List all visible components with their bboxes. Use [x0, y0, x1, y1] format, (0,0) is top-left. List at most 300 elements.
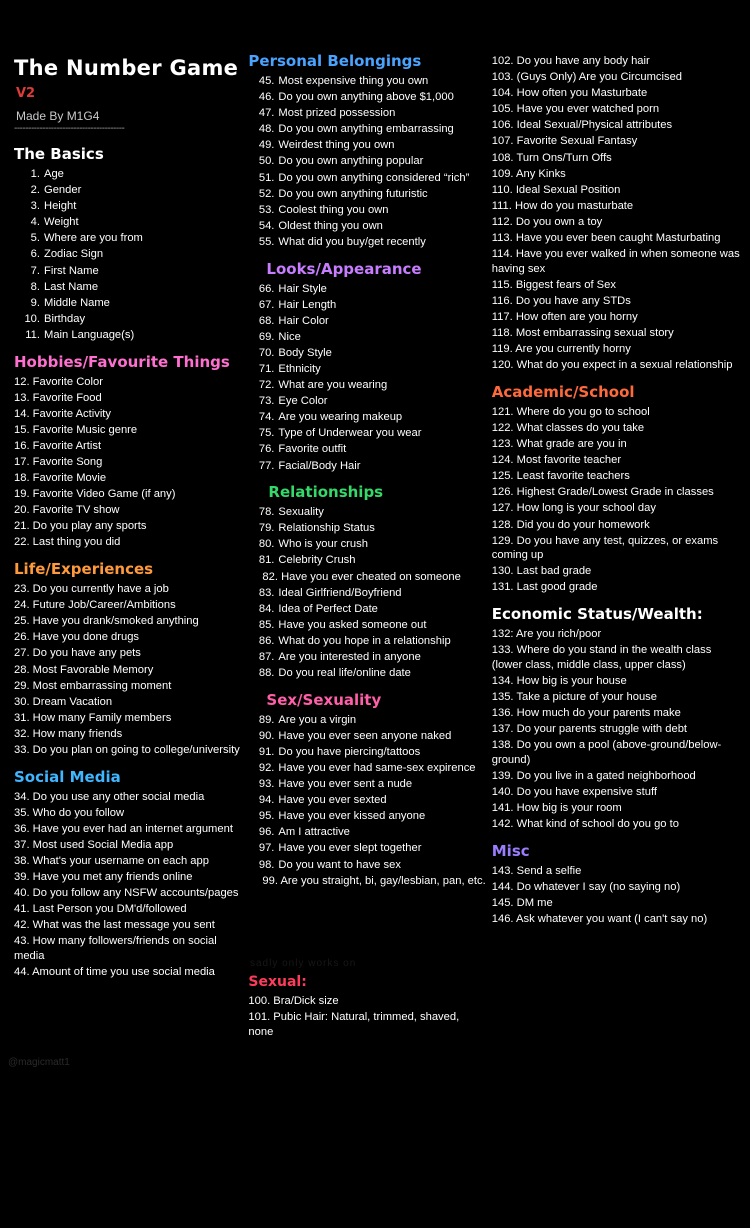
list-item — [492, 151, 740, 166]
item-number: 27. — [14, 647, 30, 660]
item-number: 103. — [491, 71, 514, 84]
list-item — [492, 864, 740, 879]
item-number: 82. — [262, 570, 278, 583]
item-number: 48. — [258, 123, 275, 136]
list-item — [14, 471, 242, 486]
item-number: 107. — [491, 135, 514, 148]
list-item — [248, 106, 485, 121]
item-number: 42. — [14, 919, 30, 932]
item-number: 92. — [258, 761, 275, 774]
item-number: 101. — [248, 1011, 271, 1024]
item-text: Do whatever I say (no saying no) — [516, 880, 681, 893]
list-item — [492, 880, 740, 895]
list-item — [248, 154, 485, 169]
item-number: 40. — [14, 887, 30, 900]
item-number: 25. — [14, 615, 30, 628]
item-number: 74. — [258, 411, 275, 424]
item-text: Do you play any sports — [32, 520, 147, 533]
item-text: Coolest thing you own — [278, 203, 389, 216]
section-heading-relationships: Relationships — [268, 483, 384, 502]
item-text: Highest Grade/Lowest Grade in classes — [516, 486, 714, 499]
list-item — [492, 722, 740, 737]
item-text: Have you drank/smoked anything — [32, 615, 199, 628]
list-item — [492, 326, 740, 341]
item-text: Relationship Status — [278, 522, 375, 535]
item-number: 70. — [258, 346, 275, 359]
item-text: Have you ever sent a nude — [278, 778, 413, 791]
item-number: 140. — [491, 785, 514, 798]
list-looks — [248, 282, 485, 474]
item-number: 39. — [14, 871, 30, 884]
item-text: Have you ever kissed anyone — [278, 810, 426, 823]
item-number: 9. — [30, 296, 40, 309]
item-number: 90. — [258, 729, 275, 742]
item-number: 22. — [14, 536, 30, 549]
list-item — [14, 439, 242, 454]
list-item — [248, 521, 485, 536]
item-number: 119. — [491, 343, 513, 356]
item-number: 8. — [30, 280, 40, 293]
item-text: What are you wearing — [278, 379, 388, 392]
item-number: 17. — [14, 456, 30, 468]
item-number: 41. — [14, 903, 30, 916]
item-number: 80. — [258, 538, 275, 551]
author-label: Made By M1G4 — [16, 109, 100, 123]
list-item — [14, 838, 242, 853]
item-number: 5. — [30, 232, 40, 245]
list-item — [492, 690, 740, 705]
section-heading-belongings: Personal Belongings — [248, 52, 422, 70]
list-item — [248, 378, 485, 393]
list-economic — [492, 627, 740, 832]
column-right — [492, 40, 740, 931]
item-text: Have you ever seen anyone naked — [278, 729, 452, 742]
item-number: 76. — [258, 443, 275, 456]
list-sexual — [248, 994, 485, 1039]
item-text: Do you follow any NSFW accounts/pages — [32, 887, 239, 900]
item-text: Favorite Movie — [32, 472, 107, 485]
item-text: What was the last message you sent — [32, 919, 215, 932]
item-number: 114. — [491, 248, 513, 261]
item-number: 108. — [491, 151, 514, 164]
list-misc — [492, 864, 740, 927]
item-text: Favorite Artist — [32, 439, 102, 452]
item-number: 100. — [248, 995, 271, 1008]
list-item — [248, 841, 485, 856]
list-item — [492, 485, 740, 500]
item-text: Do you own anything considered “rich” — [278, 171, 470, 184]
item-text: Where do you go to school — [516, 405, 650, 418]
item-number: 128. — [491, 518, 514, 531]
list-item — [492, 183, 740, 198]
item-number: 7. — [30, 264, 40, 277]
item-text: Have you done drugs — [32, 631, 140, 644]
item-text: What classes do you take — [516, 421, 645, 434]
item-text: Eye Color — [278, 395, 328, 408]
item-number: 93. — [258, 778, 275, 791]
item-text: Nice — [278, 330, 301, 343]
item-text: Are you currently horny — [515, 343, 631, 356]
item-number: 21. — [14, 520, 30, 533]
item-number: 1. — [30, 168, 40, 180]
item-number: 111. — [491, 199, 512, 212]
list-item — [14, 695, 242, 710]
item-number: 75. — [258, 427, 275, 440]
list-item — [14, 886, 242, 901]
item-number: 130. — [491, 565, 514, 578]
list-item — [14, 535, 242, 550]
item-number: 30. — [14, 695, 30, 708]
item-text: How many friends — [32, 727, 123, 740]
item-text: Are you wearing makeup — [278, 411, 403, 424]
item-number: 28. — [14, 663, 30, 676]
item-text: What grade are you in — [516, 438, 627, 451]
item-number: 106. — [491, 119, 514, 132]
list-item — [248, 729, 485, 744]
item-number: 33. — [14, 744, 30, 756]
item-text: Age — [44, 168, 64, 180]
item-text: Zodiac Sign — [44, 248, 104, 261]
list-item — [14, 902, 242, 917]
item-text: Send a selfie — [516, 864, 582, 877]
item-text: Most Favorable Memory — [32, 663, 154, 676]
item-number: 99. — [262, 874, 278, 887]
item-text: Do you use any other social media — [32, 790, 205, 803]
list-item — [492, 643, 740, 672]
item-number: 144. — [491, 880, 514, 893]
item-number: 88. — [258, 667, 275, 680]
item-text: How long is your school day — [516, 502, 656, 515]
list-item — [14, 854, 242, 869]
list-item — [492, 199, 740, 214]
item-text: Have you ever had same-sex expirence — [278, 761, 476, 774]
list-item — [492, 801, 740, 816]
item-number: 117. — [491, 311, 513, 323]
list-item — [492, 674, 740, 689]
item-number: 143. — [491, 864, 514, 877]
item-number: 89. — [258, 713, 275, 726]
item-text: Dream Vacation — [32, 695, 113, 708]
list-hobbies — [14, 375, 242, 551]
list-item — [492, 358, 740, 373]
item-text: Do you currently have a job — [32, 583, 169, 596]
list-item — [248, 553, 485, 568]
list-item — [492, 294, 740, 309]
item-text: Did you do your homework — [516, 518, 650, 531]
section-heading-economic: Economic Status/Wealth: — [491, 605, 703, 623]
item-number: 32. — [14, 727, 30, 740]
item-text: Amount of time you use social media — [32, 966, 215, 979]
item-number: 125. — [491, 470, 514, 483]
item-number: 97. — [258, 842, 275, 855]
list-item — [248, 505, 485, 520]
item-number: 131. — [491, 581, 514, 594]
list-sexual-continued — [492, 54, 740, 373]
item-number: 121. — [491, 405, 514, 418]
item-text: Have you asked someone out — [278, 618, 427, 631]
item-number: 50. — [258, 155, 275, 168]
item-number: 67. — [258, 298, 275, 311]
item-number: 124. — [491, 454, 514, 467]
section-heading-sex: Sex/Sexuality — [266, 690, 382, 709]
item-text: What's your username on each app — [32, 854, 209, 867]
item-text: First Name — [44, 264, 99, 277]
item-number: 84. — [258, 602, 275, 615]
item-text: Do you own anything above $1,000 — [278, 91, 454, 104]
item-text: Do you want to have sex — [278, 858, 401, 871]
item-number: 132: — [491, 628, 514, 640]
list-item — [492, 896, 740, 911]
item-number: 102. — [491, 55, 514, 67]
list-item — [14, 183, 242, 198]
item-number: 126. — [491, 486, 514, 499]
list-item — [14, 280, 242, 295]
item-number: 118. — [491, 327, 513, 340]
list-item — [14, 646, 242, 661]
item-number: 77. — [258, 459, 275, 472]
item-text: Who is your crush — [278, 538, 368, 551]
item-number: 72. — [258, 379, 275, 392]
item-text: Are you straight, bi, gay/lesbian, pan, etc. — [280, 874, 486, 887]
section-heading-misc: Misc — [491, 841, 530, 860]
item-number: 36. — [14, 822, 30, 835]
item-text: Last thing you did — [32, 536, 121, 549]
item-number: 94. — [258, 794, 275, 807]
item-text: Height — [44, 200, 77, 213]
section-heading-sexual: Sexual: — [248, 974, 307, 991]
item-text: How often are you horny — [515, 311, 638, 323]
item-text: Last Name — [44, 280, 99, 293]
item-text: Do you have any test, quizzes, or exams coming up — [491, 534, 719, 562]
item-number: 35. — [14, 806, 30, 819]
list-academic — [492, 405, 740, 595]
item-text: Do you have any STDs — [515, 294, 631, 307]
item-text: (Guys Only) Are you Circumcised — [516, 71, 683, 84]
item-text: Sexuality — [278, 506, 324, 519]
item-text: Where do you stand in the wealth class (lower class, middle class, upper class) — [491, 644, 712, 671]
list-item — [14, 727, 242, 742]
list-item — [248, 187, 485, 202]
item-number: 47. — [258, 107, 275, 120]
item-number: 96. — [258, 826, 275, 839]
section-heading-basics: The Basics — [14, 145, 104, 163]
item-text: Are you interested in anyone — [278, 651, 421, 663]
item-number: 116. — [491, 294, 513, 307]
item-text: Favorite Activity — [32, 407, 112, 420]
list-item — [14, 918, 242, 933]
item-number: 138. — [491, 739, 514, 752]
list-item — [248, 298, 485, 313]
item-number: 15. — [14, 423, 30, 436]
list-item — [248, 713, 485, 728]
list-item — [248, 618, 485, 633]
list-item — [248, 346, 485, 361]
item-number: 81. — [258, 554, 275, 567]
item-number: 55. — [258, 235, 275, 248]
list-item — [248, 330, 485, 345]
list-item — [14, 806, 242, 821]
item-text: Favorite outfit — [278, 443, 347, 456]
item-number: 66. — [258, 282, 275, 295]
item-text: Idea of Perfect Date — [278, 602, 378, 615]
list-item — [492, 342, 740, 357]
list-item — [14, 790, 242, 805]
list-item — [14, 167, 242, 182]
list-life — [14, 582, 242, 758]
list-item — [248, 537, 485, 552]
list-item — [14, 487, 242, 502]
item-number: 52. — [258, 187, 275, 200]
item-text: Where are you from — [44, 232, 143, 245]
item-text: How big is your room — [516, 802, 622, 815]
item-text: Have you ever cheated on someone — [281, 570, 461, 583]
item-number: 12. — [14, 375, 30, 388]
list-item — [14, 375, 242, 390]
item-number: 122. — [491, 421, 514, 434]
item-text: Who do you follow — [32, 806, 125, 819]
list-item — [248, 793, 485, 808]
list-item — [492, 738, 740, 767]
item-number: 109. — [491, 167, 514, 180]
item-text: Am I attractive — [278, 826, 350, 839]
item-text: Ask whatever you want (I can't say no) — [516, 913, 708, 925]
list-item — [248, 459, 485, 474]
item-text: How often you Masturbate — [516, 87, 648, 100]
list-item — [248, 994, 485, 1009]
list-item — [14, 407, 242, 422]
list-item — [248, 650, 485, 665]
list-item — [248, 602, 485, 617]
item-text: Have you met any friends online — [32, 871, 193, 884]
item-number: 31. — [14, 711, 30, 724]
item-number: 6. — [30, 248, 40, 261]
item-text: Favorite Music genre — [32, 423, 138, 436]
item-number: 26. — [14, 631, 30, 644]
item-number: 112. — [491, 215, 513, 228]
item-number: 87. — [258, 651, 275, 663]
list-item — [492, 469, 740, 484]
section-heading-life: Life/Experiences — [14, 560, 154, 579]
list-item — [248, 410, 485, 425]
item-text: Least favorite teachers — [516, 470, 630, 483]
list-item — [248, 394, 485, 409]
item-number: 146. — [491, 913, 514, 925]
item-text: Most favorite teacher — [516, 454, 622, 467]
list-item — [492, 134, 740, 149]
list-item — [492, 453, 740, 468]
item-text: What do you expect in a sexual relationship — [516, 359, 733, 372]
item-number: 133. — [491, 644, 514, 657]
item-number: 73. — [258, 395, 275, 408]
item-number: 14. — [14, 407, 30, 420]
list-item — [248, 442, 485, 457]
column-middle — [248, 40, 491, 1044]
list-item — [492, 102, 740, 117]
item-number: 46. — [258, 91, 275, 104]
list-item — [492, 627, 740, 642]
item-text: Any Kinks — [516, 167, 566, 180]
list-item — [492, 405, 740, 420]
item-text: Do you plan on going to college/university — [32, 744, 240, 756]
list-item — [14, 264, 242, 279]
version-label: V2 — [16, 86, 36, 101]
list-item — [248, 282, 485, 297]
list-item — [492, 518, 740, 533]
item-text: Have you ever had an internet argument — [32, 822, 233, 835]
item-text: Most embarrassing moment — [32, 679, 172, 692]
item-number: 37. — [14, 838, 30, 851]
list-item — [492, 580, 740, 595]
item-number: 11. — [25, 328, 40, 341]
item-number: 19. — [14, 488, 30, 501]
list-item — [14, 455, 242, 470]
item-number: 85. — [258, 618, 275, 631]
list-item — [492, 785, 740, 800]
list-sex — [248, 713, 485, 889]
watermark-middle: sadly only works on — [250, 958, 357, 969]
item-text: Hair Length — [278, 298, 337, 311]
list-item — [14, 391, 242, 406]
item-number: 13. — [14, 391, 30, 404]
item-number: 68. — [258, 314, 275, 327]
item-number: 135. — [491, 690, 514, 703]
item-text: Future Job/Career/Ambitions — [32, 599, 176, 612]
item-number: 49. — [258, 139, 275, 152]
item-number: 95. — [258, 810, 275, 823]
item-text: Favorite TV show — [32, 504, 120, 517]
item-text: Main Language(s) — [44, 328, 135, 341]
list-item — [492, 706, 740, 721]
list-item — [14, 663, 242, 678]
item-text: Birthday — [44, 312, 86, 325]
list-item — [14, 614, 242, 629]
item-text: Have you ever sexted — [278, 794, 387, 807]
list-item — [492, 54, 740, 69]
item-text: How do you masturbate — [514, 199, 634, 212]
list-item — [492, 215, 740, 230]
item-text: Do you have expensive stuff — [516, 785, 657, 798]
list-item — [14, 231, 242, 246]
list-item — [492, 70, 740, 85]
list-item — [248, 203, 485, 218]
list-item — [248, 138, 485, 153]
item-number: 20. — [14, 504, 30, 517]
item-number: 129. — [491, 534, 514, 547]
item-text: How many followers/friends on social media — [14, 935, 217, 963]
item-number: 91. — [258, 745, 275, 758]
item-number: 71. — [258, 363, 275, 375]
item-number: 2. — [30, 184, 40, 197]
list-item — [248, 586, 485, 601]
list-item — [248, 122, 485, 137]
list-item — [248, 362, 485, 377]
list-item — [14, 247, 242, 262]
item-text: Weight — [44, 216, 79, 229]
list-item — [248, 666, 485, 681]
item-number: 113. — [491, 232, 513, 245]
item-text: How many Family members — [32, 711, 172, 724]
item-text: Do your parents struggle with debt — [516, 723, 688, 736]
item-text: Type of Underwear you wear — [278, 427, 422, 440]
list-item — [248, 171, 485, 186]
item-text: Bra/Dick size — [273, 995, 339, 1008]
list-item — [492, 278, 740, 293]
list-item — [492, 769, 740, 784]
item-number: 29. — [14, 679, 30, 692]
item-number: 104. — [491, 87, 514, 100]
section-heading-academic: Academic/School — [491, 382, 635, 401]
item-number: 51. — [258, 171, 275, 184]
